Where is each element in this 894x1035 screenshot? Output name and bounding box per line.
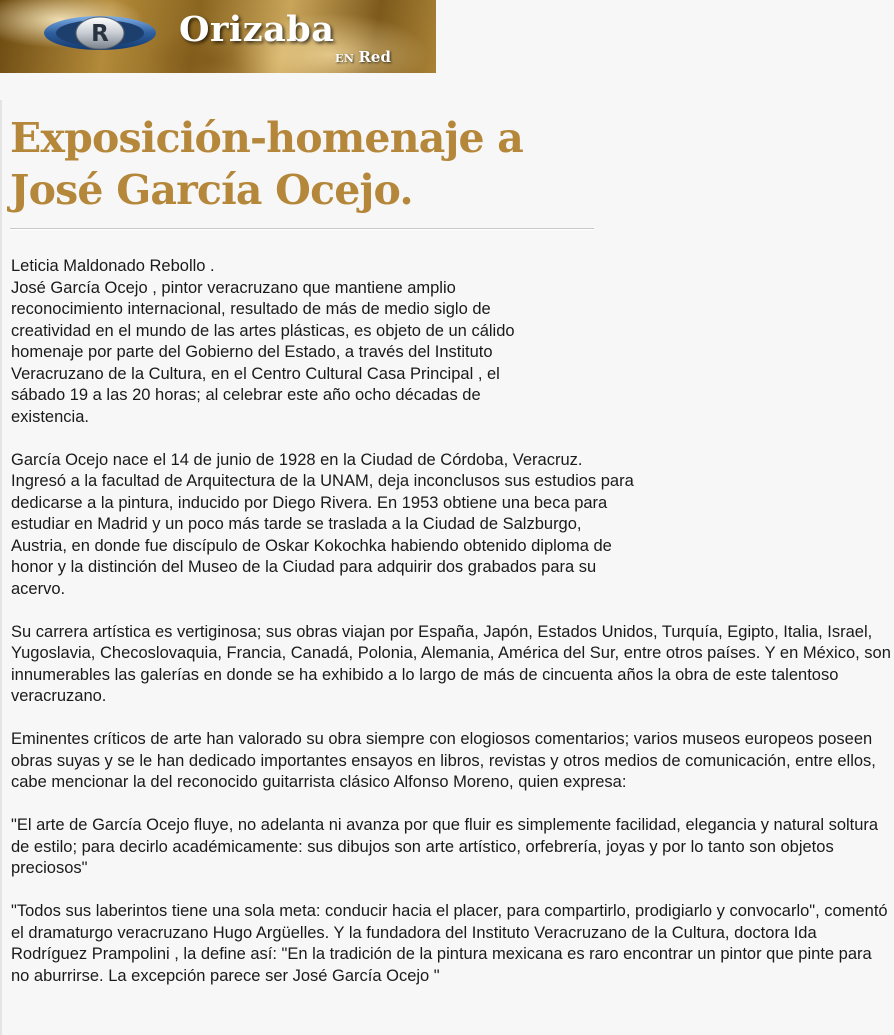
article-paragraph: García Ocejo nace el 14 de junio de 1928 en la Ciudad de Córdoba, Veracruz. Ingresó a la facultad de Arquitectura de la UNAM, deja inconclusos sus estudios para dedicarse a la pintura, inducido por Diego Rivera. En 1953 obtiene una beca para estudiar en Madrid y un poco más tarde se traslada a la Ciudad de Salzburgo, Austria, en donde fue discípulo de Oskar Kokochka habiendo obtenido diploma de honor y la distinción del Museo de la Ciudad para adquirir dos grabados para su acervo. [11,450,634,598]
article-body [11,256,893,1009]
site-subtitle-word: Red [358,48,391,66]
article-quote: "El arte de García Ocejo fluye, no adelanta ni avanza por que fluir es simplemente facilidad, elegancia y natural soltura de estilo; para decirlo académicamente: sus dibujos son arte artístico, orfebrería, joyas y por lo tanto son objetos preciosos" [11,816,879,877]
article-paragraph-intro [11,256,551,428]
left-frame-rule [0,100,2,1035]
site-name: Orizaba [179,9,335,50]
site-subtitle-prefix: EN [335,52,355,65]
site-subtitle [335,50,391,65]
paragraph-text: José García Ocejo , pintor veracruzano que mantiene amplio reconocimiento internacional, resultado de más de medio siglo de creatividad en el mundo de las artes plásticas, es objeto de un cálido homenaje por parte del Gobierno del Estado, a través del Instituto Veracruzano de la Cultura, en el Centro Cultural Casa Principal , el sábado 19 a las 20 horas; al celebrar este año ocho décadas de existencia. [11,278,515,426]
article-quote: "Todos sus laberintos tiene una sola meta: conducir hacia el placer, para compartirlo, prodigiarlo y convocarlo", comentó el dramaturgo veracruzano Hugo Argüelles. Y la fundadora del Instituto Veracruzano de la Cultura, doctora Ida Rodríguez Prampolini , la define así: "En la tradición de la pintura mexicana es raro encontrar un pintor que pinte para no aburrirse. La excepción parece ser José García Ocejo " [11,902,888,985]
logo-r-icon [42,14,158,52]
article-paragraph: Eminentes críticos de arte han valorado su obra siempre con elogiosos comentarios; varios museos europeos poseen obras suyas y se le han dedicado importantes ensayos en libros, revistas y otros medios de comunicación, entre ellos, cabe mencionar la del reconocido guitarrista clásico Alfonso Moreno, quien expresa: [11,730,876,791]
site-banner[interactable] [0,0,436,73]
title-divider [10,228,594,230]
article-paragraph: Su carrera artística es vertiginosa; sus obras viajan por España, Japón, Estados Unidos, Turquía, Egipto, Italia, Israel, Yugoslavia, Checoslovaquia, Francia, Canadá, Polonia, Alemania, América del Sur, entre otros países. Y en México, son innumerables las galerías en donde se ha exhibido a lo largo de más de cincuenta años la obra de este talentoso veracruzano. [11,622,891,705]
article-title: Exposición-homenaje a José García Ocejo. [10,114,524,214]
logo-letter: R [91,21,109,47]
article-author: Leticia Maldonado Rebollo . [11,257,215,275]
